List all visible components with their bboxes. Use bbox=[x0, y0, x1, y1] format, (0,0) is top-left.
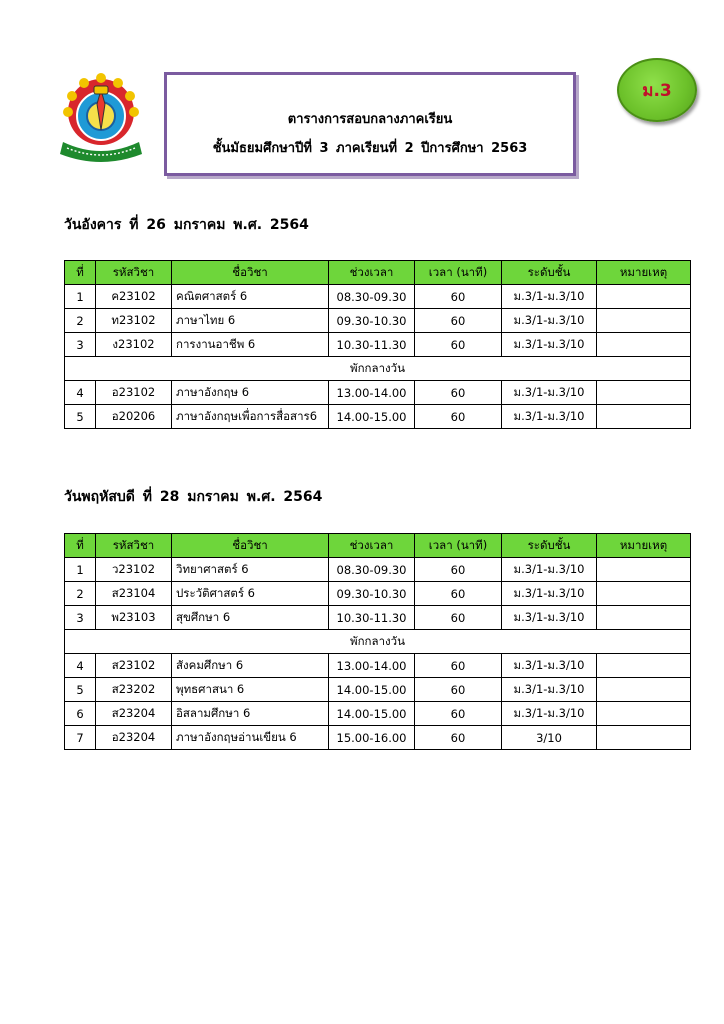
col-header-level: ระดับชั้น bbox=[502, 534, 597, 558]
table-row bbox=[65, 381, 691, 405]
row-note bbox=[597, 726, 691, 750]
row-note bbox=[597, 381, 691, 405]
row-code: อ23204 bbox=[96, 726, 172, 750]
row-minutes: 60 bbox=[415, 285, 502, 309]
row-minutes: 60 bbox=[415, 558, 502, 582]
row-level: ม.3/1-ม.3/10 bbox=[502, 285, 597, 309]
row-name: คณิตศาสตร์ 6 bbox=[172, 285, 329, 309]
table-row bbox=[65, 558, 691, 582]
row-level: 3/10 bbox=[502, 726, 597, 750]
row-time: 08.30-09.30 bbox=[329, 285, 415, 309]
row-code: อ23102 bbox=[96, 381, 172, 405]
header-box bbox=[164, 72, 576, 176]
row-level: ม.3/1-ม.3/10 bbox=[502, 405, 597, 429]
row-level: ม.3/1-ม.3/10 bbox=[502, 309, 597, 333]
table-row bbox=[65, 726, 691, 750]
document-title: ตารางการสอบกลางภาคเรียน bbox=[287, 112, 453, 127]
row-minutes: 60 bbox=[415, 606, 502, 630]
row-time: 13.00-14.00 bbox=[329, 381, 415, 405]
row-level: ม.3/1-ม.3/10 bbox=[502, 333, 597, 357]
row-no: 6 bbox=[65, 702, 96, 726]
row-no: 2 bbox=[65, 582, 96, 606]
row-no: 4 bbox=[65, 381, 96, 405]
row-minutes: 60 bbox=[415, 405, 502, 429]
row-code: อ20206 bbox=[96, 405, 172, 429]
col-header-no: ที่ bbox=[65, 261, 96, 285]
table-row bbox=[65, 582, 691, 606]
lunch-break-label: พักกลางวัน bbox=[65, 357, 691, 381]
day2-schedule-table bbox=[64, 533, 691, 750]
row-note bbox=[597, 285, 691, 309]
day1-schedule-table bbox=[64, 260, 691, 429]
row-time: 09.30-10.30 bbox=[329, 309, 415, 333]
break-row bbox=[65, 630, 691, 654]
row-code: ส23102 bbox=[96, 654, 172, 678]
col-header-minutes: เวลา (นาที) bbox=[415, 534, 502, 558]
col-header-name: ชื่อวิชา bbox=[172, 261, 329, 285]
row-note bbox=[597, 405, 691, 429]
row-minutes: 60 bbox=[415, 309, 502, 333]
row-no: 3 bbox=[65, 606, 96, 630]
row-level: ม.3/1-ม.3/10 bbox=[502, 606, 597, 630]
row-level: ม.3/1-ม.3/10 bbox=[502, 381, 597, 405]
row-name: การงานอาชีพ 6 bbox=[172, 333, 329, 357]
school-emblem-icon bbox=[58, 68, 144, 168]
row-time: 10.30-11.30 bbox=[329, 606, 415, 630]
table-row bbox=[65, 333, 691, 357]
row-name: ภาษาอังกฤษ 6 bbox=[172, 381, 329, 405]
row-no: 1 bbox=[65, 558, 96, 582]
day1-title: วันอังคาร ที่ 26 มกราคม พ.ศ. 2564 bbox=[64, 217, 309, 233]
row-code: ท23102 bbox=[96, 309, 172, 333]
table-header-row bbox=[65, 534, 691, 558]
table-row bbox=[65, 405, 691, 429]
row-note bbox=[597, 654, 691, 678]
row-minutes: 60 bbox=[415, 702, 502, 726]
row-code: ค23102 bbox=[96, 285, 172, 309]
grade-badge: ม.3 bbox=[617, 58, 697, 122]
row-note bbox=[597, 678, 691, 702]
col-header-time: ช่วงเวลา bbox=[329, 261, 415, 285]
table-header-row bbox=[65, 261, 691, 285]
col-header-note: หมายเหตุ bbox=[597, 261, 691, 285]
col-header-name: ชื่อวิชา bbox=[172, 534, 329, 558]
row-name: ภาษาอังกฤษอ่านเขียน 6 bbox=[172, 726, 329, 750]
row-time: 15.00-16.00 bbox=[329, 726, 415, 750]
row-minutes: 60 bbox=[415, 333, 502, 357]
row-time: 09.30-10.30 bbox=[329, 582, 415, 606]
row-code: พ23103 bbox=[96, 606, 172, 630]
row-name: ประวัติศาสตร์ 6 bbox=[172, 582, 329, 606]
row-no: 4 bbox=[65, 654, 96, 678]
row-note bbox=[597, 582, 691, 606]
row-name: อิสลามศึกษา 6 bbox=[172, 702, 329, 726]
row-code: ว23102 bbox=[96, 558, 172, 582]
row-minutes: 60 bbox=[415, 726, 502, 750]
table-row bbox=[65, 702, 691, 726]
lunch-break-label: พักกลางวัน bbox=[65, 630, 691, 654]
row-no: 5 bbox=[65, 405, 96, 429]
day2-title: วันพฤหัสบดี ที่ 28 มกราคม พ.ศ. 2564 bbox=[64, 489, 323, 505]
col-header-level: ระดับชั้น bbox=[502, 261, 597, 285]
row-minutes: 60 bbox=[415, 582, 502, 606]
row-level: ม.3/1-ม.3/10 bbox=[502, 582, 597, 606]
row-code: ส23204 bbox=[96, 702, 172, 726]
row-name: สุขศึกษา 6 bbox=[172, 606, 329, 630]
col-header-no: ที่ bbox=[65, 534, 96, 558]
row-name: ภาษาอังกฤษเพื่อการสื่อสาร6 bbox=[172, 405, 329, 429]
row-name: ภาษาไทย 6 bbox=[172, 309, 329, 333]
row-name: สังคมศึกษา 6 bbox=[172, 654, 329, 678]
row-time: 14.00-15.00 bbox=[329, 702, 415, 726]
row-note bbox=[597, 702, 691, 726]
row-no: 1 bbox=[65, 285, 96, 309]
table-row bbox=[65, 678, 691, 702]
break-row bbox=[65, 357, 691, 381]
col-header-code: รหัสวิชา bbox=[96, 534, 172, 558]
col-header-minutes: เวลา (นาที) bbox=[415, 261, 502, 285]
row-no: 7 bbox=[65, 726, 96, 750]
row-no: 5 bbox=[65, 678, 96, 702]
row-name: วิทยาศาสตร์ 6 bbox=[172, 558, 329, 582]
row-time: 14.00-15.00 bbox=[329, 405, 415, 429]
table-row bbox=[65, 285, 691, 309]
row-no: 3 bbox=[65, 333, 96, 357]
row-note bbox=[597, 333, 691, 357]
row-code: ส23104 bbox=[96, 582, 172, 606]
document-subtitle: ชั้นมัธยมศึกษาปีที่ 3 ภาคเรียนที่ 2 ปีการศึกษา 2563 bbox=[212, 141, 528, 156]
row-level: ม.3/1-ม.3/10 bbox=[502, 702, 597, 726]
row-name: พุทธศาสนา 6 bbox=[172, 678, 329, 702]
col-header-note: หมายเหตุ bbox=[597, 534, 691, 558]
row-minutes: 60 bbox=[415, 654, 502, 678]
row-minutes: 60 bbox=[415, 381, 502, 405]
table-row bbox=[65, 654, 691, 678]
row-no: 2 bbox=[65, 309, 96, 333]
row-level: ม.3/1-ม.3/10 bbox=[502, 678, 597, 702]
row-time: 10.30-11.30 bbox=[329, 333, 415, 357]
col-header-time: ช่วงเวลา bbox=[329, 534, 415, 558]
row-time: 13.00-14.00 bbox=[329, 654, 415, 678]
row-code: ง23102 bbox=[96, 333, 172, 357]
row-note bbox=[597, 606, 691, 630]
table-row bbox=[65, 309, 691, 333]
col-header-code: รหัสวิชา bbox=[96, 261, 172, 285]
row-note bbox=[597, 309, 691, 333]
row-time: 08.30-09.30 bbox=[329, 558, 415, 582]
row-level: ม.3/1-ม.3/10 bbox=[502, 654, 597, 678]
row-note bbox=[597, 558, 691, 582]
row-minutes: 60 bbox=[415, 678, 502, 702]
row-code: ส23202 bbox=[96, 678, 172, 702]
table-row bbox=[65, 606, 691, 630]
row-level: ม.3/1-ม.3/10 bbox=[502, 558, 597, 582]
row-time: 14.00-15.00 bbox=[329, 678, 415, 702]
